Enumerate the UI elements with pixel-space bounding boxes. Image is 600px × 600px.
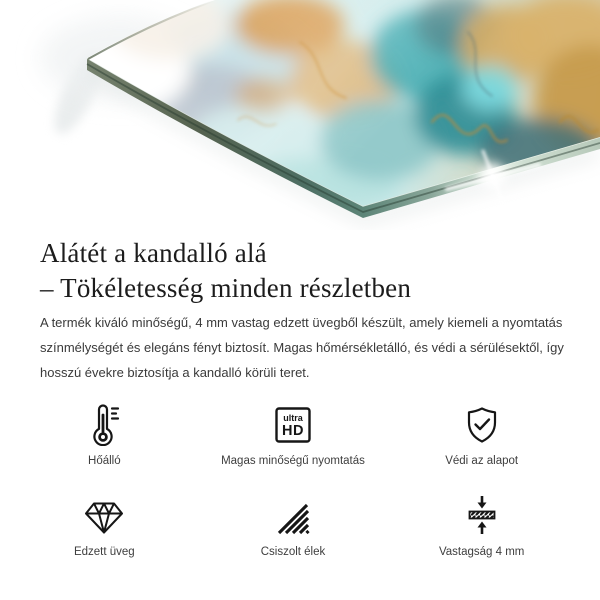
description-line: A termék kiváló minőségű, 4 mm vastag edzett üvegből készült, amely kiemeli a nyomtatás — [40, 315, 563, 330]
shield-check-icon — [462, 404, 502, 446]
ultra-hd-icon — [273, 404, 313, 446]
feature-label: Védi az alapot — [445, 455, 519, 467]
title-line-2: – Tökéletesség minden részletben — [40, 273, 412, 303]
ultra-hd-badge-bottom: HD — [282, 423, 304, 439]
feature-label: Edzett üveg — [73, 546, 135, 558]
feature-label: Hőálló — [88, 455, 121, 467]
product-description-section — [40, 230, 564, 385]
feature-grid — [10, 400, 576, 558]
description-line: hosszú évekre biztosítja a kandalló körüli teret. — [40, 365, 310, 380]
ultra-hd-badge-top: ultra — [283, 413, 303, 423]
thermometer-icon — [87, 402, 121, 446]
feature-label: Csiszolt élek — [260, 546, 326, 558]
feature-heat-resistant — [10, 400, 199, 467]
feature-label: Magas minőségű nyomtatás — [221, 455, 365, 467]
product-description — [40, 310, 564, 385]
feature-tempered-glass — [10, 491, 199, 558]
page-title — [40, 236, 560, 306]
feature-thickness — [387, 491, 576, 558]
title-line-1: Alátét a kandalló alá — [40, 238, 267, 268]
feature-high-quality-print — [199, 400, 388, 467]
product-photo — [0, 0, 600, 230]
polished-edges-icon — [274, 499, 312, 537]
feature-protects-base — [387, 400, 576, 467]
diamond-icon — [82, 499, 126, 537]
glass-panel-image — [0, 0, 600, 230]
thickness-icon — [462, 493, 502, 537]
feature-polished-edges — [199, 491, 388, 558]
description-line: színmélységét és elegáns fényt biztosít. Magas hőmérsékletálló, és védi a sérülésektől, így — [40, 340, 564, 355]
feature-label: Vastagság 4 mm — [438, 546, 525, 558]
